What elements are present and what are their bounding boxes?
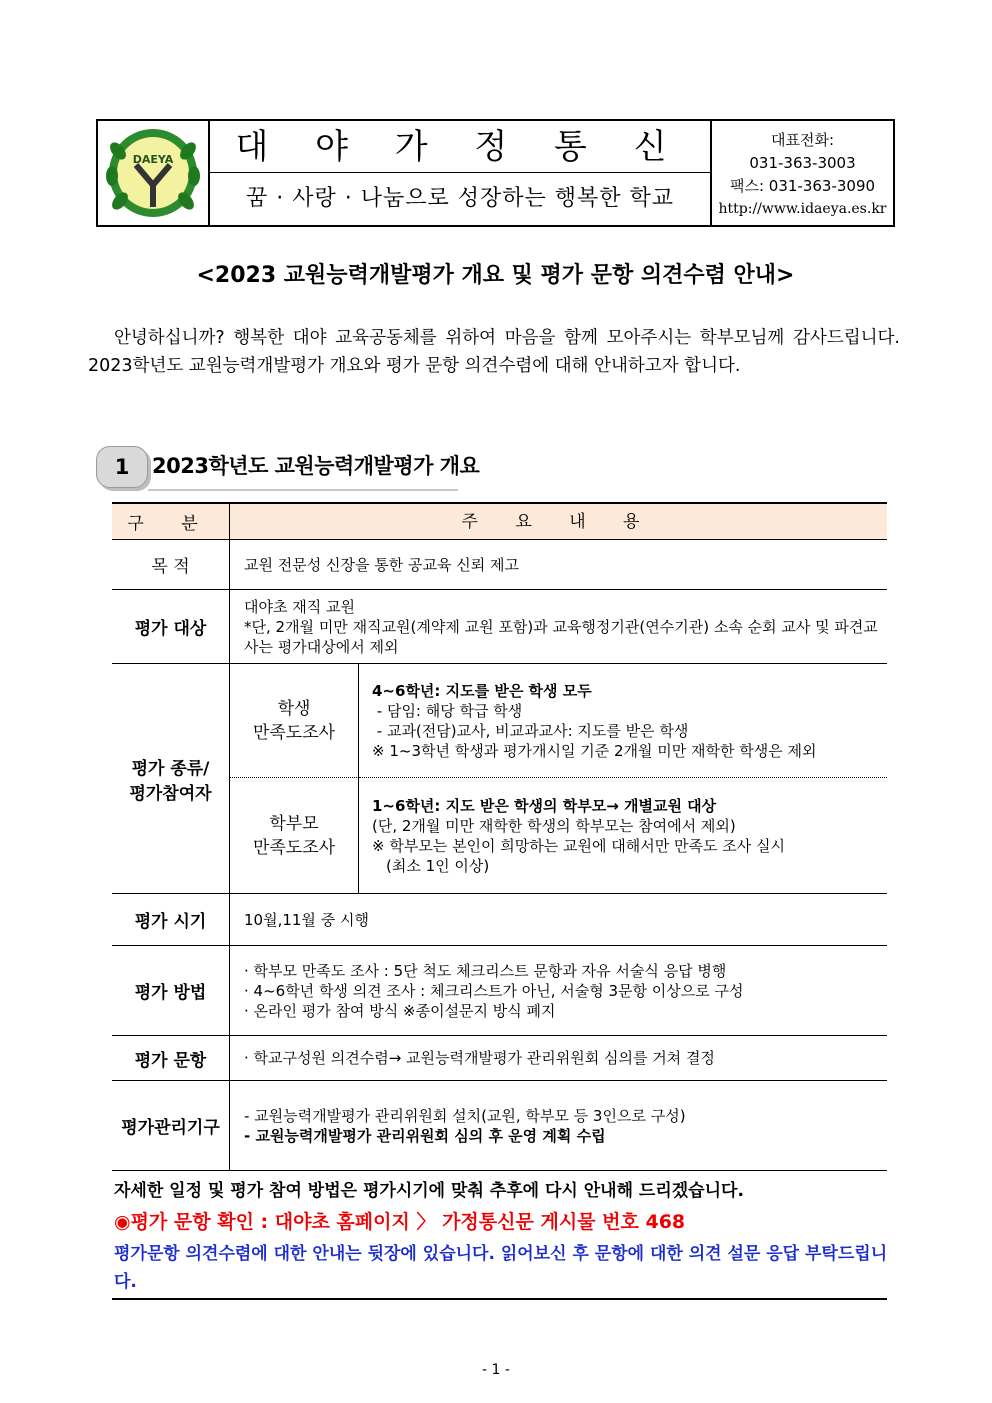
schedule-note: 자세한 일정 및 평가 참여 방법은 평가시기에 맞춰 추후에 다시 안내해 드리겠습니다. <box>114 1181 744 1201</box>
contact-info <box>710 121 893 225</box>
student-survey-label <box>230 664 359 778</box>
org-line-2: - 교원능력개발평가 관리위원회 심의 후 운영 계획 수립 <box>244 1126 606 1145</box>
types-label-line-1: 평가 종류/ <box>131 758 210 779</box>
table-row-items <box>112 1036 887 1081</box>
parent-label-line-2: 만족도조사 <box>252 837 336 858</box>
parent-line-1: 1~6학년: 지도 받은 학생의 학부모→ 개별교원 대상 <box>372 796 717 815</box>
target-line-1: 대야초 재직 교원 <box>244 597 355 616</box>
types-label <box>112 664 230 893</box>
section-title: 2023학년도 교원능력개발평가 개요 <box>152 454 480 478</box>
table-row-types <box>112 664 887 894</box>
bottom-divider <box>112 1298 887 1300</box>
student-line-3: - 교과(전담)교사, 비교과교사: 지도를 받은 학생 <box>372 721 689 740</box>
section-underline <box>148 489 458 491</box>
phone-label: 대표전화: <box>770 131 834 149</box>
items-text: · 학교구성원 의견수렴→ 교원능력개발평가 관리위원회 심의를 거쳐 결정 <box>244 1049 715 1067</box>
newsletter-title: 대 야 가 정 통 신 <box>210 121 710 173</box>
table-row-period <box>112 894 887 946</box>
student-label-line-2: 만족도조사 <box>252 722 336 743</box>
header-content: 주 요 내 용 <box>461 511 656 532</box>
school-url[interactable]: http://www.idaeya.es.kr <box>718 201 887 217</box>
purpose-text: 교원 전문성 신장을 통한 공교육 신뢰 제고 <box>244 555 519 574</box>
org-content <box>230 1081 887 1170</box>
school-slogan: 꿈 · 사랑 · 나눔으로 성장하는 행복한 학교 <box>246 186 674 211</box>
student-survey-content <box>359 664 887 778</box>
items-label: 평가 문항 <box>112 1036 230 1080</box>
table-row-purpose <box>112 540 887 590</box>
homepage-notice: ◉평가 문항 확인 : 대야초 홈페이지 〉 가정통신문 게시물 번호 468 <box>114 1211 686 1233</box>
purpose-label: 목 적 <box>112 540 230 589</box>
parent-line-3: ※ 학부모는 본인이 희망하는 교원에 대해서만 만족도 조사 실시 <box>372 836 785 855</box>
parent-line-4: (최소 1인 이상) <box>386 856 490 875</box>
table-header-row <box>112 502 887 540</box>
section-number-badge: 1 <box>96 446 148 488</box>
method-line-1: · 학부모 만족도 조사 : 5단 척도 체크리스트 문항과 자유 서술식 응답 병행 <box>244 961 727 980</box>
intro-paragraph: 안녕하십니까? 행복한 대야 교육공동체를 위하여 마음을 함께 모아주시는 학부모님께 감사드립니다. 2023학년도 교원능력개발평가 개요와 평가 문항 의견수렴에 대해 안내하고자 합니다. <box>88 328 900 376</box>
title-cell <box>210 121 710 225</box>
target-label: 평가 대상 <box>112 590 230 663</box>
newsletter-header <box>96 119 895 227</box>
student-line-4: ※ 1~3학년 학생과 평가개시일 기준 2개월 미만 재학한 학생은 제외 <box>372 741 817 760</box>
document-title: <2023 교원능력개발평가 개요 및 평가 문항 의견수렴 안내> <box>196 263 795 288</box>
page-number: - 1 - <box>482 1362 510 1378</box>
parent-survey-label <box>230 778 359 893</box>
header-category: 구 분 <box>112 504 230 539</box>
school-logo <box>98 121 208 225</box>
method-line-2: · 4~6학년 학생 의견 조사 : 체크리스트가 아닌, 서술형 3문항 이상으로 구성 <box>244 981 744 1000</box>
target-line-2: *단, 2개월 미만 재직교원(계약제 교원 포함)과 교육행정기관(연수기관) 소속 순회 교사 및 파견교사는 평가대상에서 제외 <box>244 617 878 656</box>
parent-survey-content <box>359 778 887 893</box>
method-label: 평가 방법 <box>112 946 230 1035</box>
period-label: 평가 시기 <box>112 894 230 945</box>
survey-request-note: 평가문항 의견수렴에 대한 안내는 뒷장에 있습니다. 읽어보신 후 문항에 대한 의견 설문 응답 부탁드립니다. <box>114 1244 888 1292</box>
parent-line-2: (단, 2개월 미만 재학한 학생의 학부모는 참여에서 제외) <box>372 816 736 835</box>
logo-text: DAEYA <box>132 153 174 166</box>
student-line-1: 4~6학년: 지도를 받은 학생 모두 <box>372 681 592 700</box>
student-line-2: - 담임: 해당 학급 학생 <box>372 701 523 720</box>
method-content <box>230 946 887 1035</box>
org-label: 평가관리기구 <box>112 1081 230 1170</box>
method-line-3: · 온라인 평가 참여 방식 ※종이설문지 방식 폐지 <box>244 1001 556 1020</box>
target-content <box>230 590 887 663</box>
table-row-method <box>112 946 887 1036</box>
phone-number: 031-363-3003 <box>749 154 856 172</box>
parent-label-line-1: 학부모 <box>269 813 319 834</box>
fax-number: 팩스: 031-363-3090 <box>729 177 876 195</box>
school-logo-cell <box>98 121 210 225</box>
types-label-line-2: 평가참여자 <box>129 783 212 804</box>
table-row-org <box>112 1081 887 1171</box>
table-row-target <box>112 590 887 664</box>
student-label-line-1: 학생 <box>277 698 311 719</box>
period-text: 10월,11월 중 시행 <box>244 910 369 929</box>
org-line-1: - 교원능력개발평가 관리위원회 설치(교원, 학부모 등 3인으로 구성) <box>244 1106 686 1125</box>
